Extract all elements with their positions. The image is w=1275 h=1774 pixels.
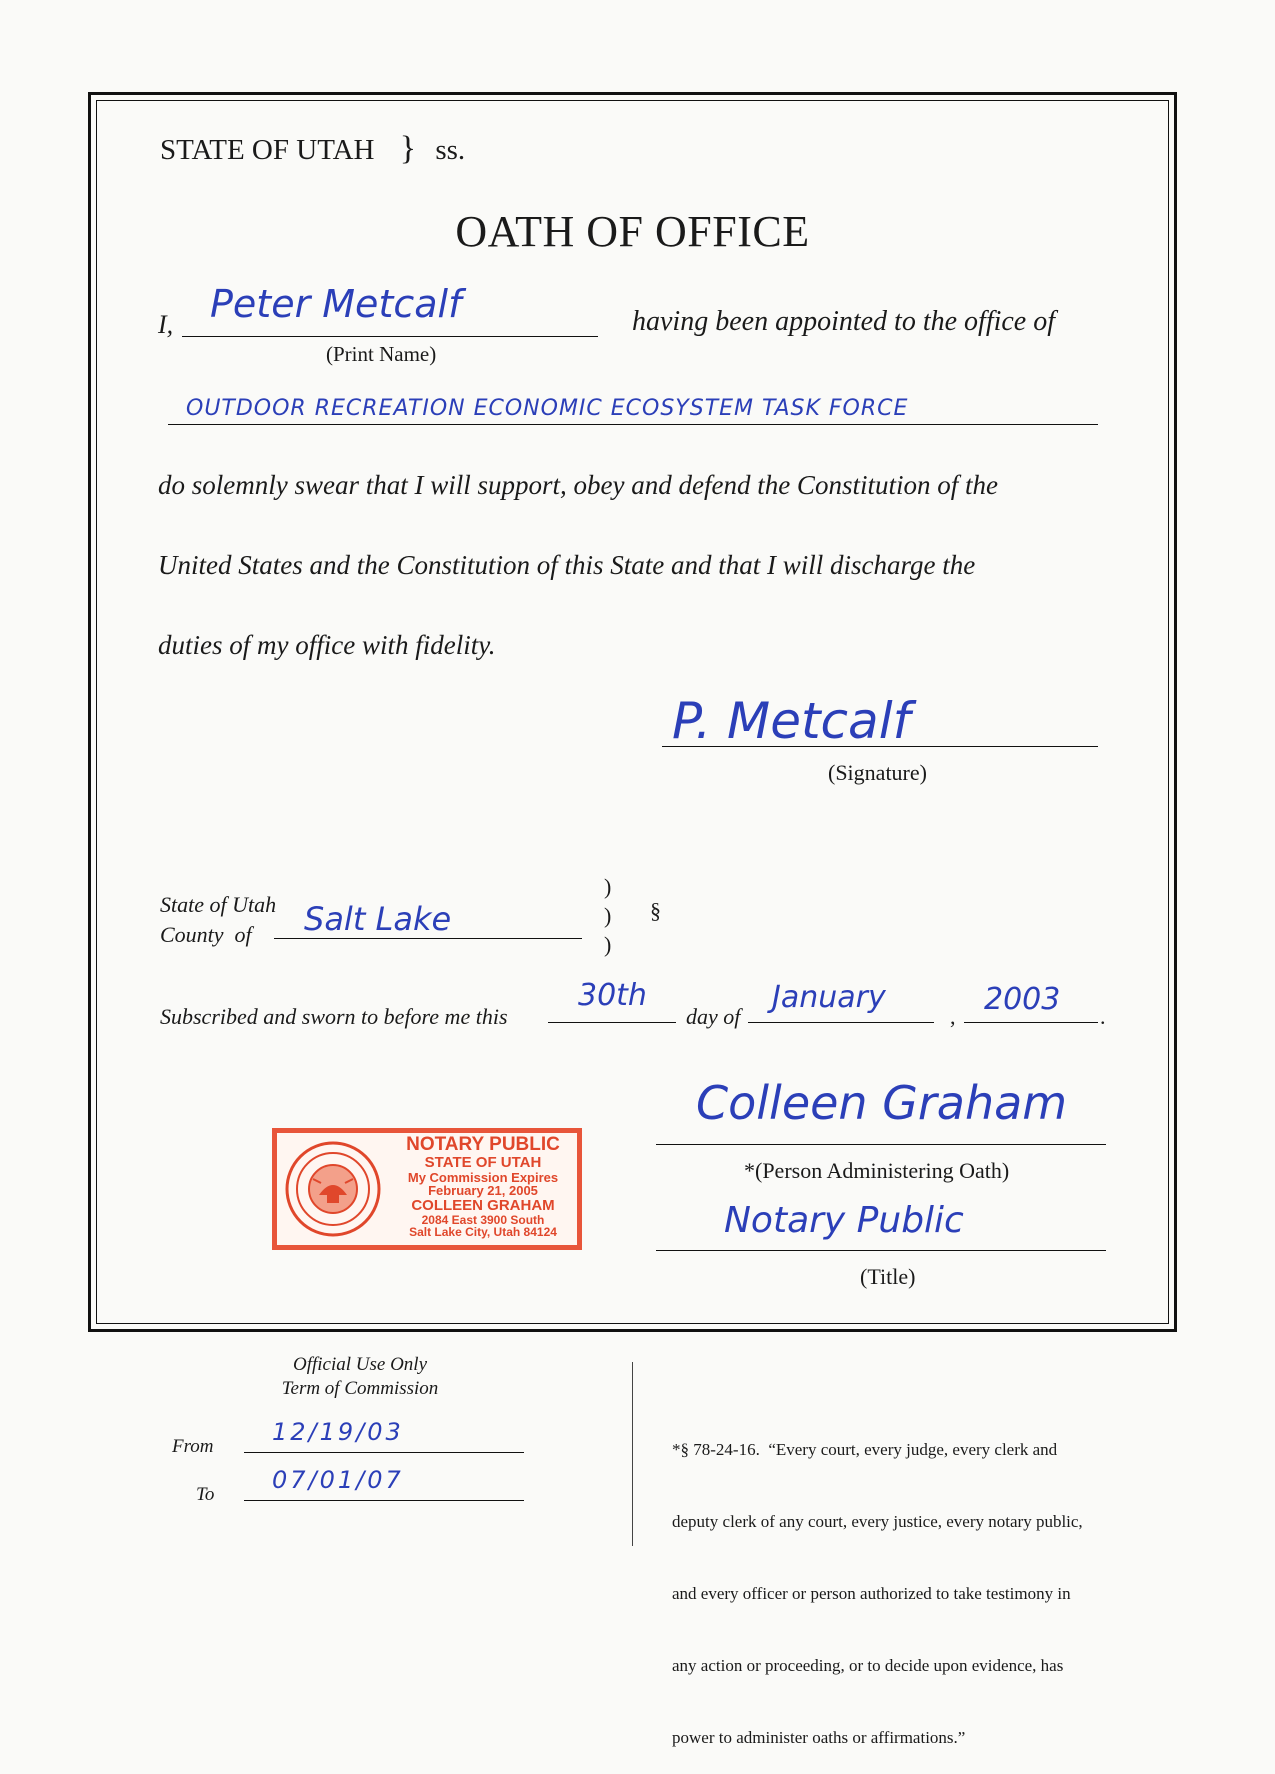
oath-line-1: do solemnly swear that I will support, obey and defend the Constitution of the	[158, 470, 998, 500]
ss-label: ss.	[435, 134, 466, 166]
state-seal-icon	[283, 1139, 383, 1239]
state-header	[160, 130, 465, 168]
title-value: Notary Public	[724, 1200, 964, 1241]
office-line	[168, 424, 1098, 425]
day-value: 30th	[578, 978, 647, 1013]
print-name-line	[182, 336, 598, 337]
month-value: January	[772, 980, 886, 1015]
administrator-label: *(Person Administering Oath)	[744, 1158, 1010, 1183]
from-label: From	[172, 1436, 214, 1457]
notary-stamp	[272, 1128, 582, 1250]
sworn-prefix: Subscribed and sworn to before me this	[160, 1004, 508, 1029]
page-title: OATH OF OFFICE	[455, 207, 810, 256]
print-name-label: (Print Name)	[326, 342, 437, 366]
oath-line-3: duties of my office with fidelity.	[158, 630, 496, 660]
administrator-line	[656, 1144, 1106, 1145]
term-of-commission-label: Term of Commission	[281, 1378, 439, 1399]
oath-line-2: United States and the Constitution of this State and that I will discharge the	[158, 550, 976, 580]
signature-line	[662, 746, 1098, 747]
i-prefix: I,	[158, 310, 174, 339]
month-line	[748, 1022, 934, 1023]
to-label: To	[196, 1484, 215, 1505]
having-text: having been appointed to the office of	[632, 306, 1056, 337]
venue-parens: ) ) )	[604, 874, 612, 957]
from-value: 12/19/03	[272, 1418, 404, 1446]
day-line	[548, 1022, 676, 1023]
official-use-label: Official Use Only	[292, 1354, 428, 1375]
title-line	[656, 1250, 1106, 1251]
comma: ,	[950, 1004, 956, 1029]
signature-value: P. Metcalf	[672, 692, 911, 750]
from-line	[244, 1452, 524, 1453]
statute-footnote: *§ 78-24-16. “Every court, every judge, every clerk and deputy clerk of any court, every justice, every notary public, and every officer or person authorized to take testimony in any action or proceeding, or to decide upon evidence, has power to administer oaths or affirmations.”	[672, 1440, 1083, 1747]
to-line	[244, 1500, 524, 1501]
state-of-utah-label: State of Utah	[160, 892, 277, 917]
to-value: 07/01/07	[272, 1466, 404, 1494]
administrator-signature: Colleen Graham	[696, 1076, 1068, 1130]
day-of-label: day of	[686, 1004, 741, 1029]
signature-label: (Signature)	[828, 760, 927, 785]
state-label: STATE OF UTAH	[160, 134, 375, 166]
county-line	[274, 938, 582, 939]
title-label: (Title)	[860, 1264, 916, 1289]
year-value: 2003	[984, 982, 1061, 1017]
year-line	[964, 1022, 1098, 1023]
brace: }	[399, 130, 417, 167]
stamp-text: NOTARY PUBLIC STATE OF UTAH My Commission Expires February 21, 2005 COLLEEN GRAHAM 2084 East 3900 South Salt Lake City, Utah 84124	[406, 1134, 560, 1240]
county-label: County of	[160, 922, 252, 947]
office-value: OUTDOOR RECREATION ECONOMIC ECOSYSTEM TASK FORCE	[186, 396, 909, 421]
county-value: Salt Lake	[304, 900, 452, 938]
section-mark: §	[650, 898, 661, 923]
print-name-value: Peter Metcalf	[210, 282, 462, 326]
footer-divider	[632, 1362, 633, 1546]
period: .	[1100, 1004, 1106, 1029]
